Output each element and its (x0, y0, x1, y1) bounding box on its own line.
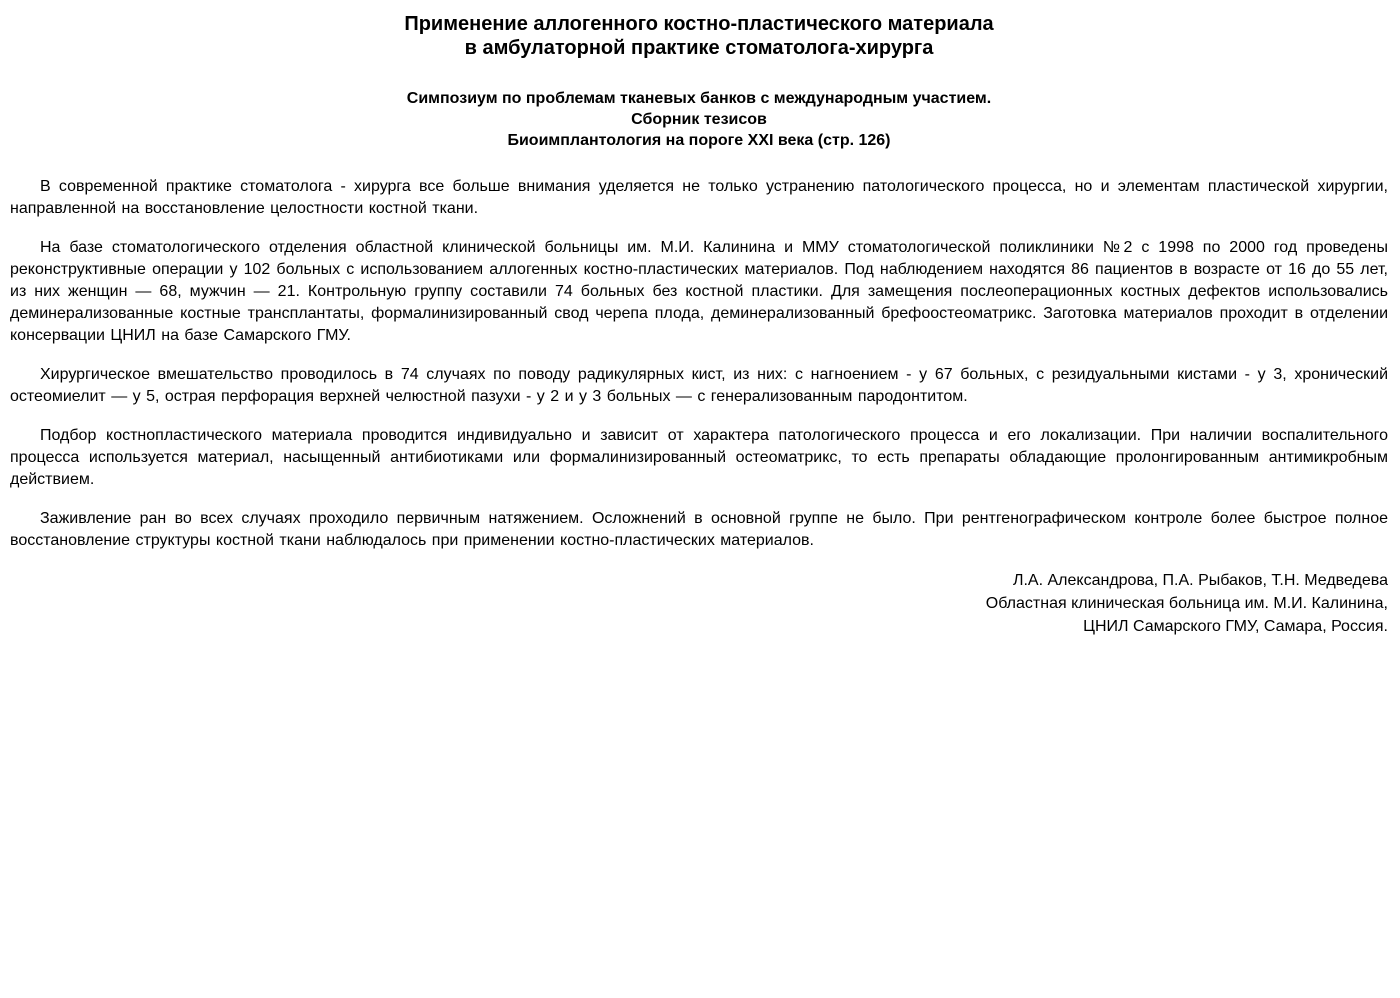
body-paragraph-1: В современной практике стоматолога - хирурга все больше внимания уделяется не только устранению патологического процесса, но и элементам пластической хирургии, направленной на восстановление целостности костной ткани. (10, 178, 1388, 217)
source-line-2: Сборник тезисов (631, 111, 767, 128)
source-line-1: Симпозиум по проблемам тканевых банков с международным участием. (406, 90, 992, 107)
authors-location: ЦНИЛ Самарского ГМУ, Самара, Россия. (1083, 618, 1388, 635)
body-paragraph-2: На базе стоматологического отделения областной клинической больницы им. М.И. Калинина и ММУ стоматологической поликлиники №2 с 1998 по 2000 год проведены реконструктивные операции у 102 больных с использованием аллогенных костно-пластических материалов. Под наблюдением находятся 86 пациентов в возрасте от 16 до 55 лет, из них женщин — 68, мужчин — 21. Контрольную группу составили 74 больных без костной пластики. Для замещения послеоперационных костных дефектов использовались деминерализованные костные трансплантаты, формалинизированный свод черепа плода, деминерализованный брефоостеоматрикс. Заготовка материалов проходит в отделении консервации ЦНИЛ на базе Самарского ГМУ. (10, 239, 1388, 344)
page-title-line-2: в амбулаторной практике стоматолога-хирурга (464, 37, 934, 59)
abstract-body (10, 176, 1388, 552)
body-paragraph-4: Подбор костнопластического материала проводится индивидуально и зависит от характера патологического процесса и его локализации. При наличии воспалительного процесса используется материал, насыщенный антибиотиками или формалинизированный остеоматрикс, то есть препараты обладающие пролонгированным антимикробным действием. (10, 427, 1388, 488)
authors-block (10, 569, 1388, 638)
authors-names: Л.А. Александрова, П.А. Рыбаков, Т.Н. Медведева (1012, 572, 1388, 589)
source-line-3: Биоимплантология на пороге XXI века (стр. 126) (507, 132, 891, 149)
publication-source (10, 88, 1388, 151)
authors-affiliation: Областная клиническая больница им. М.И. Калинина, (985, 595, 1388, 612)
body-paragraph-5: Заживление ран во всех случаях проходило первичным натяжением. Осложнений в основной группе не было. При рентгенографическом контроле более быстрое полное восстановление структуры костной ткани наблюдалось при применении костно-пластических материалов. (10, 510, 1388, 549)
page-title-line-1: Применение аллогенного костно-пластического материала (404, 13, 994, 35)
body-paragraph-3: Хирургическое вмешательство проводилось в 74 случаях по поводу радикулярных кист, из них: с нагноением - у 67 больных, с резидуальными кистами - у 3, хронический остеомиелит — у 5, острая перфорация верхней челюстной пазухи - у 2 и у 3 больных — с генерализованным пародонтитом. (10, 366, 1388, 405)
page-title (10, 12, 1388, 60)
